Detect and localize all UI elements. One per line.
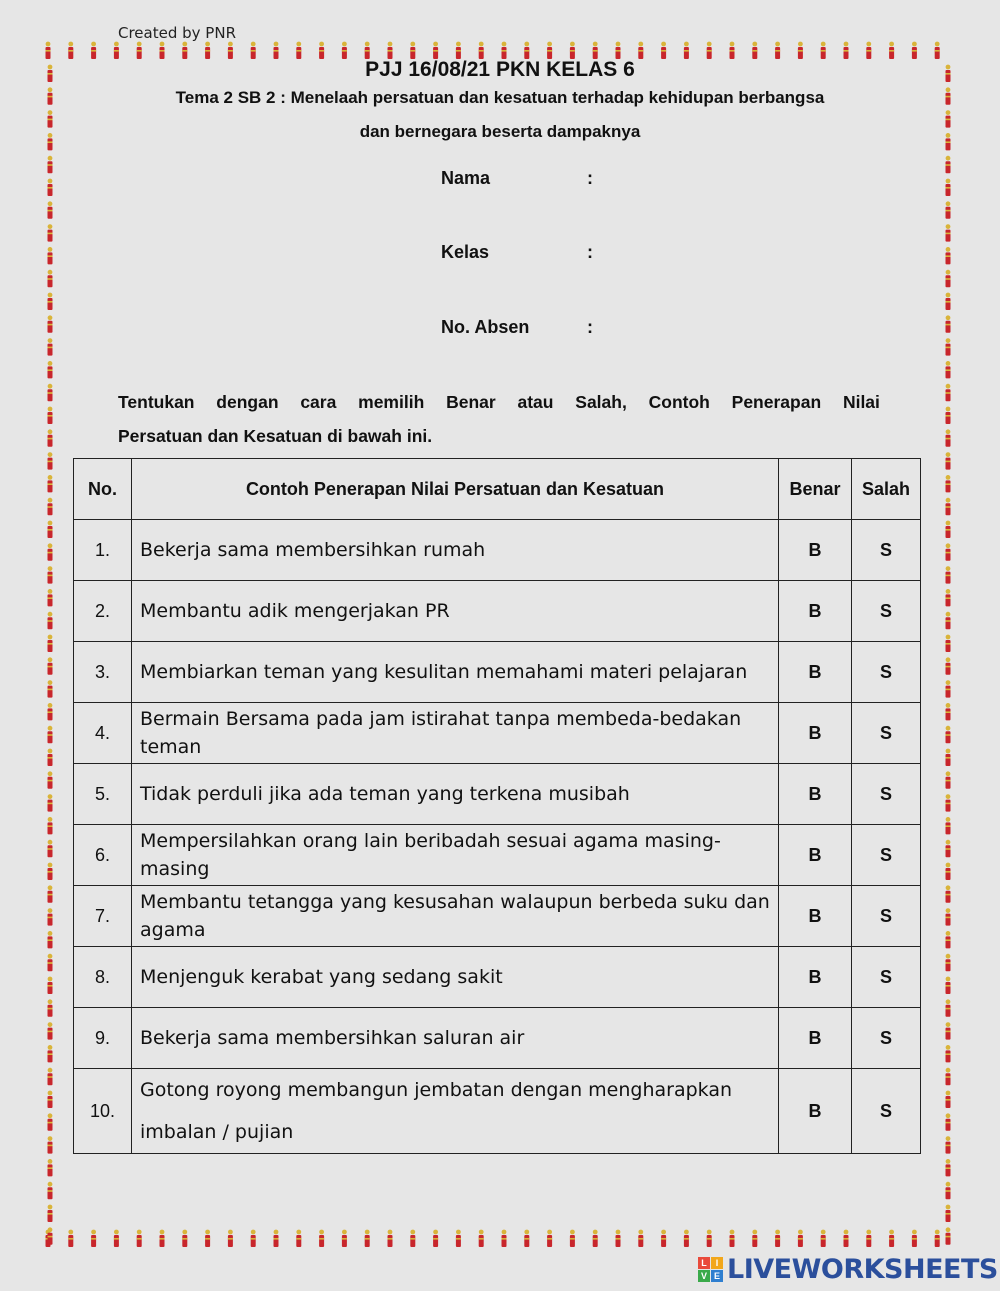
instruction-word: Tentukan (118, 392, 195, 412)
table-row (74, 1069, 921, 1154)
row-statement: Membiarkan teman yang kesulitan memahami materi pelajaran (132, 642, 779, 703)
field-nama (441, 168, 593, 189)
firecracker-icon (946, 224, 951, 241)
field-colon: : (587, 317, 593, 337)
table-row (74, 764, 921, 825)
firecracker-icon (48, 179, 53, 196)
firecracker-icon (752, 1230, 757, 1247)
firecracker-icon (48, 885, 53, 902)
firecracker-icon (946, 338, 951, 355)
worksheet-title: PJJ 16/08/21 PKN KELAS 6 (365, 58, 635, 81)
firecracker-icon (946, 1182, 951, 1199)
firecracker-icon (433, 42, 438, 59)
firecracker-icon (479, 1230, 484, 1247)
firecracker-icon (48, 612, 53, 629)
table-row (74, 520, 921, 581)
firecracker-icon (844, 1230, 849, 1247)
firecracker-icon (866, 42, 871, 59)
instruction-word: memilih (358, 392, 425, 412)
firecracker-icon (946, 657, 951, 674)
row-number: 5. (74, 764, 132, 825)
firecracker-icon (946, 566, 951, 583)
firecracker-icon (388, 42, 393, 59)
firecracker-icon (137, 1230, 142, 1247)
salah-option[interactable]: S (852, 642, 921, 703)
firecracker-icon (946, 1159, 951, 1176)
instruction-text (118, 385, 880, 453)
firecracker-icon (912, 42, 917, 59)
firecracker-icon (593, 1230, 598, 1247)
firecracker-icon (410, 1230, 415, 1247)
firecracker-icon (48, 908, 53, 925)
firecracker-icon (48, 817, 53, 834)
firecracker-icon (946, 1113, 951, 1130)
firecracker-icon (433, 1230, 438, 1247)
firecracker-icon (48, 1159, 53, 1176)
firecracker-icon (48, 247, 53, 264)
firecracker-icon (48, 863, 53, 880)
firecracker-icon (570, 42, 575, 59)
firecracker-icon (775, 1230, 780, 1247)
firecracker-icon (946, 384, 951, 401)
firecracker-icon (48, 498, 53, 515)
logo-icon (698, 1257, 723, 1282)
row-statement: Bekerja sama membersihkan saluran air (132, 1008, 779, 1069)
instruction-word: atau (517, 392, 554, 412)
instruction-line1 (118, 385, 880, 419)
benar-option[interactable]: B (779, 642, 852, 703)
firecracker-icon (946, 475, 951, 492)
logo-letter: V (698, 1270, 710, 1282)
salah-option[interactable]: S (852, 1008, 921, 1069)
firecracker-icon (844, 42, 849, 59)
firecracker-icon (114, 42, 119, 59)
firecracker-icon (48, 999, 53, 1016)
firecracker-icon (48, 543, 53, 560)
table-row (74, 581, 921, 642)
firecracker-icon (946, 1045, 951, 1062)
statements-table (73, 458, 921, 1154)
firecracker-icon (228, 42, 233, 59)
firecracker-icon (946, 863, 951, 880)
firecracker-icon (48, 1045, 53, 1062)
table-row (74, 703, 921, 764)
firecracker-icon (48, 954, 53, 971)
firecracker-icon (889, 1230, 894, 1247)
firecracker-icon (410, 42, 415, 59)
salah-option[interactable]: S (852, 1069, 921, 1154)
firecracker-icon (48, 361, 53, 378)
firecracker-icon (946, 452, 951, 469)
header-statement: Contoh Penerapan Nilai Persatuan dan Kesatuan (132, 459, 779, 520)
firecracker-icon (48, 589, 53, 606)
field-colon: : (587, 242, 593, 262)
firecracker-icon (946, 156, 951, 173)
firecracker-icon (946, 954, 951, 971)
firecracker-icon (114, 1230, 119, 1247)
firecracker-icon (821, 42, 826, 59)
firecracker-icon (935, 1230, 940, 1247)
firecracker-icon (48, 771, 53, 788)
firecracker-icon (160, 42, 165, 59)
firecracker-icon (68, 42, 73, 59)
firecracker-icon (946, 612, 951, 629)
row-number: 9. (74, 1008, 132, 1069)
firecracker-icon (48, 407, 53, 424)
benar-option[interactable]: B (779, 703, 852, 764)
firecracker-icon (502, 42, 507, 59)
instruction-word: Penerapan (731, 392, 822, 412)
row-statement: Membantu adik mengerjakan PR (132, 581, 779, 642)
table-row (74, 825, 921, 886)
firecracker-icon (946, 1068, 951, 1085)
firecracker-icon (48, 1113, 53, 1130)
field-colon: : (587, 168, 593, 188)
firecracker-icon (946, 1091, 951, 1108)
firecracker-icon (946, 1227, 951, 1244)
firecracker-icon (48, 475, 53, 492)
firecracker-icon (524, 1230, 529, 1247)
firecracker-icon (48, 1227, 53, 1244)
firecracker-icon (228, 1230, 233, 1247)
firecracker-border-left (42, 40, 58, 1250)
firecracker-icon (48, 977, 53, 994)
firecracker-icon (946, 361, 951, 378)
firecracker-icon (251, 42, 256, 59)
row-number: 8. (74, 947, 132, 1008)
firecracker-icon (48, 566, 53, 583)
firecracker-icon (946, 407, 951, 424)
instruction-word: dengan (216, 392, 279, 412)
firecracker-icon (319, 1230, 324, 1247)
benar-option[interactable]: B (779, 1008, 852, 1069)
salah-option[interactable]: S (852, 520, 921, 581)
firecracker-icon (48, 1136, 53, 1153)
firecracker-icon (48, 840, 53, 857)
firecracker-icon (730, 1230, 735, 1247)
firecracker-icon (946, 817, 951, 834)
firecracker-icon (296, 1230, 301, 1247)
firecracker-icon (946, 794, 951, 811)
firecracker-icon (547, 42, 552, 59)
firecracker-icon (946, 840, 951, 857)
firecracker-icon (205, 1230, 210, 1247)
firecracker-icon (912, 1230, 917, 1247)
firecracker-border-bottom (44, 1228, 956, 1250)
benar-option[interactable]: B (779, 581, 852, 642)
firecracker-icon (48, 384, 53, 401)
firecracker-icon (48, 1182, 53, 1199)
row-number: 7. (74, 886, 132, 947)
field-label: Kelas (441, 242, 490, 262)
firecracker-icon (889, 42, 894, 59)
firecracker-icon (946, 1205, 951, 1222)
row-statement: Mempersilahkan orang lain beribadah sesuai agama masing-masing (132, 825, 779, 886)
firecracker-icon (48, 429, 53, 446)
logo-letter: L (698, 1257, 710, 1269)
row-statement: Menjenguk kerabat yang sedang sakit (132, 947, 779, 1008)
header-salah: Salah (852, 459, 921, 520)
table-row (74, 642, 921, 703)
firecracker-icon (821, 1230, 826, 1247)
firecracker-icon (251, 1230, 256, 1247)
firecracker-icon (342, 42, 347, 59)
firecracker-icon (946, 1022, 951, 1039)
firecracker-icon (730, 42, 735, 59)
firecracker-icon (684, 1230, 689, 1247)
firecracker-icon (866, 1230, 871, 1247)
firecracker-icon (946, 635, 951, 652)
salah-option[interactable]: S (852, 825, 921, 886)
worksheet-subtitle-line1: Tema 2 SB 2 : Menelaah persatuan dan kesatuan terhadap kehidupan berbangsa (175, 88, 825, 107)
firecracker-icon (48, 452, 53, 469)
firecracker-icon (342, 1230, 347, 1247)
firecracker-icon (946, 1136, 951, 1153)
firecracker-icon (182, 1230, 187, 1247)
firecracker-icon (68, 1230, 73, 1247)
firecracker-icon (946, 680, 951, 697)
firecracker-icon (946, 885, 951, 902)
firecracker-icon (661, 1230, 666, 1247)
firecracker-icon (638, 1230, 643, 1247)
firecracker-icon (48, 931, 53, 948)
firecracker-icon (274, 42, 279, 59)
row-statement: Bermain Bersama pada jam istirahat tanpa membeda-bedakan teman (132, 703, 779, 764)
table-row (74, 947, 921, 1008)
benar-option[interactable]: B (779, 764, 852, 825)
firecracker-icon (946, 521, 951, 538)
firecracker-icon (296, 42, 301, 59)
firecracker-icon (638, 42, 643, 59)
row-number: 4. (74, 703, 132, 764)
benar-option[interactable]: B (779, 825, 852, 886)
firecracker-icon (48, 726, 53, 743)
firecracker-icon (48, 270, 53, 287)
row-statement: Gotong royong membangun jembatan dengan mengharapkan imbalan / pujian (132, 1069, 779, 1154)
logo-letter: I (711, 1257, 723, 1269)
firecracker-icon (946, 749, 951, 766)
firecracker-icon (946, 589, 951, 606)
table-header-row (74, 459, 921, 520)
firecracker-icon (935, 42, 940, 59)
firecracker-icon (661, 42, 666, 59)
header-no: No. (74, 459, 132, 520)
firecracker-icon (946, 498, 951, 515)
worksheet-subtitle-line2: dan bernegara beserta dampaknya (359, 122, 641, 141)
salah-option[interactable]: S (852, 703, 921, 764)
firecracker-icon (946, 270, 951, 287)
firecracker-icon (946, 293, 951, 310)
liveworksheets-logo[interactable] (698, 1254, 998, 1285)
table-row (74, 1008, 921, 1069)
row-number: 6. (74, 825, 132, 886)
row-number: 3. (74, 642, 132, 703)
instruction-word: Benar (446, 392, 496, 412)
firecracker-icon (205, 42, 210, 59)
row-number: 2. (74, 581, 132, 642)
firecracker-icon (48, 794, 53, 811)
salah-option[interactable]: S (852, 886, 921, 947)
firecracker-icon (616, 42, 621, 59)
firecracker-icon (91, 42, 96, 59)
firecracker-icon (946, 201, 951, 218)
row-statement: Bekerja sama membersihkan rumah (132, 520, 779, 581)
firecracker-icon (48, 1205, 53, 1222)
field-label: No. Absen (441, 317, 530, 337)
salah-option[interactable]: S (852, 764, 921, 825)
salah-option[interactable]: S (852, 581, 921, 642)
firecracker-border-right (940, 40, 956, 1250)
benar-option[interactable]: B (779, 1069, 852, 1154)
firecracker-icon (365, 42, 370, 59)
table-row (74, 886, 921, 947)
row-number: 10. (74, 1069, 132, 1154)
firecracker-icon (946, 931, 951, 948)
row-number: 1. (74, 520, 132, 581)
benar-option[interactable]: B (779, 520, 852, 581)
firecracker-icon (946, 999, 951, 1016)
firecracker-icon (182, 42, 187, 59)
firecracker-icon (946, 977, 951, 994)
firecracker-icon (456, 42, 461, 59)
instruction-word: cara (300, 392, 337, 412)
firecracker-icon (48, 521, 53, 538)
benar-option[interactable]: B (779, 947, 852, 1008)
firecracker-icon (946, 908, 951, 925)
firecracker-icon (479, 42, 484, 59)
row-statement: Tidak perduli jika ada teman yang terkena musibah (132, 764, 779, 825)
firecracker-icon (684, 42, 689, 59)
instruction-word: Salah, (575, 392, 627, 412)
firecracker-icon (946, 315, 951, 332)
firecracker-icon (547, 1230, 552, 1247)
benar-option[interactable]: B (779, 886, 852, 947)
firecracker-icon (775, 42, 780, 59)
firecracker-icon (48, 635, 53, 652)
logo-text: LIVEWORKSHEETS (727, 1254, 998, 1285)
firecracker-icon (137, 42, 142, 59)
firecracker-icon (48, 1068, 53, 1085)
firecracker-icon (48, 338, 53, 355)
field-kelas (441, 242, 593, 263)
firecracker-icon (48, 1022, 53, 1039)
firecracker-icon (91, 1230, 96, 1247)
firecracker-icon (48, 156, 53, 173)
firecracker-icon (160, 1230, 165, 1247)
firecracker-icon (365, 1230, 370, 1247)
instruction-word: Contoh (648, 392, 710, 412)
firecracker-icon (570, 1230, 575, 1247)
firecracker-icon (319, 42, 324, 59)
firecracker-icon (48, 657, 53, 674)
firecracker-icon (616, 1230, 621, 1247)
field-label: Nama (441, 168, 491, 188)
firecracker-icon (752, 42, 757, 59)
row-statement: Membantu tetangga yang kesusahan walaupun berbeda suku dan agama (132, 886, 779, 947)
firecracker-icon (707, 42, 712, 59)
firecracker-icon (524, 42, 529, 59)
firecracker-icon (946, 429, 951, 446)
firecracker-icon (946, 247, 951, 264)
firecracker-icon (707, 1230, 712, 1247)
firecracker-icon (48, 749, 53, 766)
firecracker-icon (48, 315, 53, 332)
salah-option[interactable]: S (852, 947, 921, 1008)
logo-letter: E (711, 1270, 723, 1282)
firecracker-icon (48, 293, 53, 310)
firecracker-icon (593, 42, 598, 59)
firecracker-icon (48, 680, 53, 697)
firecracker-icon (456, 1230, 461, 1247)
firecracker-icon (946, 179, 951, 196)
firecracker-icon (946, 726, 951, 743)
header-benar: Benar (779, 459, 852, 520)
firecracker-icon (502, 1230, 507, 1247)
firecracker-icon (48, 224, 53, 241)
firecracker-icon (48, 703, 53, 720)
created-by-watermark: Created by PNR (118, 24, 236, 42)
firecracker-icon (798, 1230, 803, 1247)
firecracker-icon (798, 42, 803, 59)
firecracker-icon (48, 1091, 53, 1108)
instruction-line2: Persatuan dan Kesatuan di bawah ini. (118, 426, 433, 446)
instruction-word: Nilai (842, 392, 880, 412)
firecracker-icon (48, 201, 53, 218)
firecracker-icon (946, 703, 951, 720)
field-no-absen (441, 317, 593, 338)
firecracker-icon (946, 771, 951, 788)
firecracker-icon (946, 543, 951, 560)
firecracker-icon (388, 1230, 393, 1247)
firecracker-icon (274, 1230, 279, 1247)
